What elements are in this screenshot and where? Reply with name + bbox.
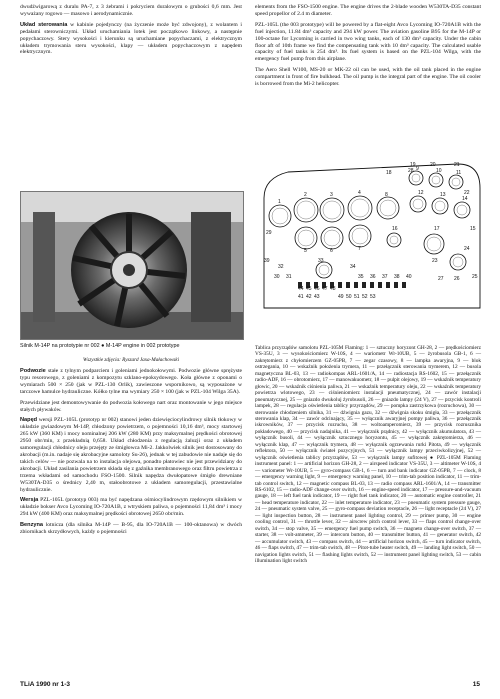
- left-paragraph-2: Układ sterowania w kabinie pojedynczy (na życzenie może być zdwojony), z wolantem i pedałami sterowniczymi. Układ uruchamiania lotek jest początkowo linkowy, a następnie popychaczowy. Stery wysokości i kierunku są uruchamiane popychaczami, z elektrycznym układem trymowania steru wysokości, klapy — układem popychaczowym z napędem elektrycznym.: [20, 21, 242, 56]
- legend-text: Tablica przyrządów samolotu PZL-105M Flaming: 1 — sztuczny horyzont GH-28, 2 — prędkościomierz VS-35U, 3 — wysokościomierz W-10S, 4 — wariometr Wr-10UB, 5 — żyrobusola GB-1, 6 — zakrętomierz z chyłomierzem GZ-05PB, 7 — zegar czasowy, 8 — lampka awaryjna, 9 — blok ostrzegania, 10 — wskaźnik położenia trymera, 11 — przełącznik sterowania trymerem, 12 — busola magnetyczna BL-03, 13 — radiokompas ARL-1601/A, 14 — radiostacja RS-1602, 15 — przełącznik radio-ADF, 16 — obrotomierz, 17 — manowakuometr, 18 — pulpit olejowy, 19 — wskaźnik temperatury głowic, 20 — wskaźnik ciśnienia paliwa, 21 — wskaźnik temperatury oleju, 22 — wskaźnik temperatury powietrza wlotowego, 23 — ciśnieniomierz instalacji pneumatycznej, 24 — zawór instalacji pneumatycznej, 25 — gniazdo dwukoluj żyrobusoli, 26 — gniazdo lampy (24 V), 27 — przycisk kontroli lampek, 28 — regulacja oświetlenia tablicy przyrządów, 29 — pompka zastrzykowa (rozruchowa), 30 — sterowanie chłodzeniem silnika, 31 — dźwignia gazu, 32 — dźwignia skoku śmigła, 33 — przełącznik sterowania klap, 34 — zawór odcinający, 35 — wyłącznik awaryjnej pompy paliwa, 36 — przełącznik iskrowników, 37 — przycisk rozruchu, 38 — woltoamperomierz, 39 — przycisk rozrusznika pokładowego, 40 — przycisk nadajnika, 41 — wyłącznik prądnicy, 42 — wyłącznik akumulatora, 43 — wyłącznik busoli, 44 — wyłącznik sztucznego horyzontu, 45 — wyłącznik zakrętomierza, 46 — wyłącznik klap, 47 — wyłącznik trymera, 48 — wyłącznik ogrzewania rurki Pitota, 49 — wyłącznik reflektora, 50 — wyłącznik świateł pozycyjnych, 51 — wyłącznik lampy przeciwkolizyjnej, 52 — wyłącznik oświetlenia tablicy przyrządów, 53 — wyłącznik lampy sufitowej ● PZL-105M Flaming instrument panel: 1 — artificial horizon GH-28, 2 — airspeed indicator VS-35U, 3 — altimeter W-10S, 4 — variometer Wr-10UB, 5 — gyro-compass GB-1, 6 — turn and bank indicator GZ-05PB, 7 — clock, 8 — emergency warning light, 9 — emergency warning panel, 10 — trim-tab position indicator, 11 — trim-tab control switch, 12 — magnetic compass BL-03, 13 — radio compass ARL-1601/A, 14 — transmitter RS-6102, 15 — radio-ADF change-over switch, 16 — engine-speed indicator, 17 — pressure-and-vacuum gauge, 18 — left fuel tank indicator, 19 — right fuel tank indicator, 20 — automatic engine controller, 21 — head temperature indicator, 22 — inlet temperature indicator, 23 — pneumatic system pressure gauge, 24 — pneumatic system valve, 25 — gyro-compass deviation receptacle, 26 — light receptacle (24 V), 27 — light inspection button, 28 — instrument panel lighting control, 29 — primer pump, 30 — engine cooling control, 31 — throttle lever, 32 — airscrew pitch control lever, 33 — flaps control change-over switch, 34 — stop valve, 35 — emergency fuel pump switch, 36 — magneto change-over switch, 37 — starter, 38 — volt-ammeter, 39 — intercom button, 40 — transmitter button, 41 — generator switch, 42 — accumulator switch, 43 — compass switch, 44 — artificial horizon switch, 45 — turn indicator switch, 46 — flaps switch, 47 — trim-tab switch, 48 — Pitot-tube heater switch, 49 — landing light switch, 50 — navigation lights switch, 51 — flashing lights switch, 52 — instrument panel lighting switch, 53 — cabin illumination light switch: [255, 345, 481, 564]
- left-paragraph-6: Wersja PZL-105L (prototyp 003) ma być napędzana ośmiocylindrowym rzędowym silnikiem w układzie bokser Avco Lycoming IO-720A1B, z wtryskiem paliwa, o pojemności 11,84 dm³ i mocy 294 kW (400 KM) oraz maksymalnej prędkości obrotowej 2650 obr/min.: [20, 497, 242, 518]
- left-paragraph-4: Przewidziane jest demontowywanie do podwozia kołowego nart oraz montowanie w jego miejsce stałych pływaków.: [20, 399, 242, 413]
- panel-label: 39: [264, 258, 270, 264]
- panel-label: 4: [358, 190, 361, 196]
- instrument-dial: [432, 198, 448, 214]
- panel-switch: [386, 282, 390, 288]
- panel-label: 10: [436, 168, 442, 174]
- left-paragraph-1: dwudźwigarową z duralu PA-7, z 3 żebrami i pokryciem duralowym o grubości 0,6 mm. Jest wyważany rogowo — masowo i aerodynamicznie.: [20, 4, 242, 17]
- panel-label: 40: [406, 274, 412, 280]
- panel-label: 29: [266, 230, 272, 236]
- page-number: 15: [472, 681, 480, 688]
- run-in-heading: Układ sterowania: [20, 21, 68, 28]
- panel-label: 47: [322, 286, 328, 292]
- panel-label: 42: [306, 294, 312, 300]
- instrument-dial: [387, 233, 401, 247]
- left-paragraph-7: Benzyna lotnicza (dla silnika M-14P — B-95, dla IO-720A1B — 100-oktanowa) w dwóch zbiornikach skrzydłowych, każdy o pojemności: [20, 522, 242, 536]
- panel-label: 12: [418, 190, 424, 196]
- instrument-dial: [320, 198, 344, 222]
- panel-label: 23: [432, 258, 438, 264]
- panel-label: 44: [298, 286, 304, 292]
- panel-switch: [338, 282, 342, 288]
- panel-label: 28: [408, 168, 414, 174]
- left-column-lower: [20, 368, 242, 540]
- panel-label: 45: [306, 286, 312, 292]
- panel-label: 6: [330, 248, 333, 254]
- engine-photo-illustration: [21, 192, 243, 339]
- instrument-dial: [377, 197, 399, 219]
- panel-label: 35: [358, 274, 364, 280]
- right-paragraph-3: The Aero Shell W100, MS-20 or MK-22 oil can be used, with the oil tank placed in the engine compartment in front of fire bulkhead. The oil pump is the integral part of the engine. The oil cooler is borrowed from the Mi-2 helicopter.: [255, 67, 481, 88]
- panel-label: 33: [318, 258, 324, 264]
- panel-label: 52: [362, 294, 368, 300]
- panel-label: 8: [385, 192, 388, 198]
- panel-label: 26: [454, 276, 460, 282]
- panel-label: 51: [354, 294, 360, 300]
- instrument-dial: [429, 173, 443, 187]
- panel-label: 25: [472, 274, 478, 280]
- photo-caption: Silnik M-14P na prototypie nr 002 ● M-14P engine in 002 prototype: [20, 343, 180, 349]
- panel-label: 19: [410, 162, 416, 168]
- instrument-dial: [454, 202, 470, 218]
- panel-label: 21: [454, 162, 460, 168]
- instrument-dial: [450, 254, 466, 270]
- engine-photo: [20, 191, 244, 340]
- page-footer: [20, 681, 480, 688]
- panel-label: 46: [314, 286, 320, 292]
- panel-label: 49: [338, 294, 344, 300]
- panel-label: 16: [392, 226, 398, 232]
- instrument-dial: [349, 225, 371, 247]
- panel-label: 11: [456, 170, 462, 176]
- panel-label: 3: [330, 192, 333, 198]
- left-paragraph-3: Podwozie stałe z tylnym podparciem i goleniami jednokołowymi. Podwozie główne sprężyste typu resorowego, z goleniami z kompozytu szklano-epoksydowego. Koła główne z oponami o wymiarach 500 × 250 (jak w PZL-130 Orlik), zawieszone wspornikowo, są wyposażone w tarczowe hamulce hydrauliczne. Kółko tylne ma wymiary 250 × 100 (jak w PZL-104 Wilga 35A).: [20, 368, 242, 395]
- panel-label: 37: [382, 274, 388, 280]
- instrument-dial: [295, 227, 317, 249]
- instrument-dial: [294, 198, 318, 222]
- panel-label: 20: [430, 162, 436, 168]
- panel-label: 17: [434, 226, 440, 232]
- panel-switch: [346, 282, 350, 288]
- panel-label: 36: [370, 274, 376, 280]
- panel-label: 2: [304, 192, 307, 198]
- panel-label: 9: [416, 166, 419, 172]
- panel-label: 31: [286, 274, 292, 280]
- magazine-issue: TLiA 1990 nr 1-3: [20, 681, 70, 688]
- panel-label: 34: [350, 264, 356, 270]
- instrument-dial: [269, 205, 291, 227]
- panel-label: 50: [346, 294, 352, 300]
- instrument-panel-diagram: [258, 158, 486, 334]
- panel-label: 18: [386, 170, 392, 176]
- right-paragraph-2: PZL-105L (the 003 prototype) will be powered by a flat-eight Avco Lycoming IO-720A1B with the fuel injection, 11.84 dm³ capacity and 294 kW power. The aviation gasoline B95 for the M-14P or 100-octane for Lycoming is carried in two wing tanks, each of 130 dm³ capacity. Under the cabin floor aft of 10th frame we find the compensating tank with 10 dm³ capacity. The calculated usable capacity of fuel tanks is 254 dm³. Its fuel system is based on the PZL-104 Wilga, with the emergency fuel pump from this airplane.: [255, 21, 481, 63]
- instrument-dial: [348, 196, 372, 220]
- panel-label: 38: [394, 274, 400, 280]
- instrument-dial: [321, 227, 343, 249]
- panel-label: 22: [464, 190, 470, 196]
- panel-label: 32: [278, 264, 284, 270]
- panel-switch: [402, 282, 406, 288]
- right-column: [255, 4, 481, 92]
- left-paragraph-5: Napęd wersji PZL-105L (prototyp nr 002) stanowi jeden dziewięciocylindrowy silnik tłokowy w układzie gwiazdowym M-14P, chłodzony powietrzem, o pojemności 10,16 dm³, mocy startowej 265 kW (360 KM) i mocy nominalnej 206 kW (280 KM) przy maksymalnej prędkości obrotowej 2950 obr/min, z przekładnią 0,658. Układ chłodzenia z regulacją żaluzji oraz z układem samoregulacji chłodnicy oleju przejęty ze śmigłowca Mi-2. Jakkolwiek silnik jest dostosowany do akrobacji (m.in. nadaje się akrobacyjne samoloty Su-26), jednak w tej zabudowie nie nadaje się do takich celów — nie pozwala na to instalacja olejowa, ponadto płatowiec nie jest przewidziany do akrobacji. Układ zasilania powietrzem składa się z gaźnika membranowego oraz filtru powietrza z trzema wkładami od samochodu FSO-1500. Silnik napędza dwułopatowe śmigło drewniane W530TA-D35 o średnicy 2,40 m, stałoobrotowe z układem samoregulacji, przestawialne hydraulicznie.: [20, 417, 242, 493]
- right-paragraph-1: elements from the FSO-1500 engine. The engine drives the 2-blade wooden W530TA-D35 constant speed propellor of 2.4 m diameter.: [255, 4, 481, 17]
- panel-switch: [362, 282, 366, 288]
- instrument-dial: [449, 175, 463, 189]
- panel-label: 43: [314, 294, 320, 300]
- instrument-dial: [410, 196, 426, 212]
- panel-switch: [370, 282, 374, 288]
- panel-label: 5: [304, 248, 307, 254]
- left-column: [20, 4, 242, 60]
- panel-switch: [378, 282, 382, 288]
- panel-label: 41: [298, 294, 304, 300]
- panel-label: 48: [330, 286, 336, 292]
- panel-label: 13: [440, 192, 446, 198]
- panel-label: 24: [464, 246, 470, 252]
- instrument-panel-svg: [258, 158, 486, 334]
- instrument-dial: [316, 262, 332, 278]
- panel-label: 15: [470, 226, 476, 232]
- panel-switch: [394, 282, 398, 288]
- photo-credit: Wszystkie zdjęcia: Ryszard Jaxa-Małachowski: [82, 357, 180, 363]
- panel-label: 14: [462, 196, 468, 202]
- panel-label: 30: [274, 274, 280, 280]
- panel-label: 1: [278, 199, 281, 205]
- panel-label: 27: [438, 276, 444, 282]
- panel-label: 7: [358, 246, 361, 252]
- panel-switch: [354, 282, 358, 288]
- panel-label: 53: [370, 294, 376, 300]
